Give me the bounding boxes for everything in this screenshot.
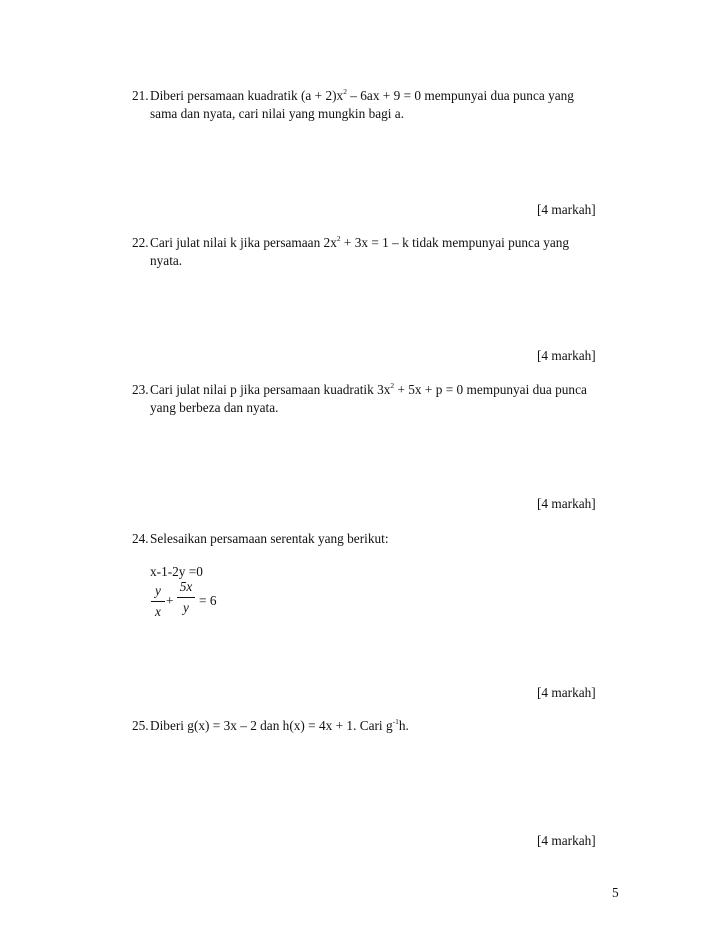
question-number: 24. xyxy=(132,531,149,546)
plus-sign: + xyxy=(166,593,174,608)
marks-label: [4 markah] xyxy=(537,202,596,217)
question-23 xyxy=(132,381,612,417)
equation-1: x-1-2y =0 xyxy=(150,564,203,579)
fraction-5x-over-y: 5x y xyxy=(177,578,195,617)
question-number: 25. xyxy=(132,718,149,733)
question-21 xyxy=(132,87,612,123)
question-number: 23. xyxy=(132,382,149,397)
question-25 xyxy=(132,717,612,735)
page-number: 5 xyxy=(612,885,619,900)
marks-label: [4 markah] xyxy=(537,496,596,511)
marks-label: [4 markah] xyxy=(537,833,596,848)
question-text: Selesaikan persamaan serentak yang berikut: xyxy=(150,531,389,546)
question-text: Cari julat nilai p jika persamaan kuadratik $3x^2 + 5x + p = 0$ mempunyai dua punca yang berbeza dan nyata. xyxy=(150,381,587,415)
marks-label: [4 markah] xyxy=(537,685,596,700)
question-22 xyxy=(132,234,612,270)
fraction-y-over-x: y x xyxy=(151,582,165,621)
question-text: Diberi persamaan kuadratik $(a + 2)x^2 - 6ax + 9 = 0$ mempunyai dua punca yang sama dan nyata, cari nilai yang mungkin bagi a. xyxy=(150,87,574,121)
question-number: 22. xyxy=(132,235,149,250)
question-number: 21. xyxy=(132,88,149,103)
question-24 xyxy=(132,530,612,548)
marks-label: [4 markah] xyxy=(537,348,596,363)
question-text: Cari julat nilai k jika persamaan $2x^2 + 3x = 1 - k$ tidak mempunyai punca yang nyata. xyxy=(150,234,570,268)
question-text: Diberi g(x) = 3x – 2 dan h(x) = 4x + 1. Cari $g^{-1}h$. xyxy=(150,717,409,733)
equation-rhs: = 6 xyxy=(199,593,217,608)
